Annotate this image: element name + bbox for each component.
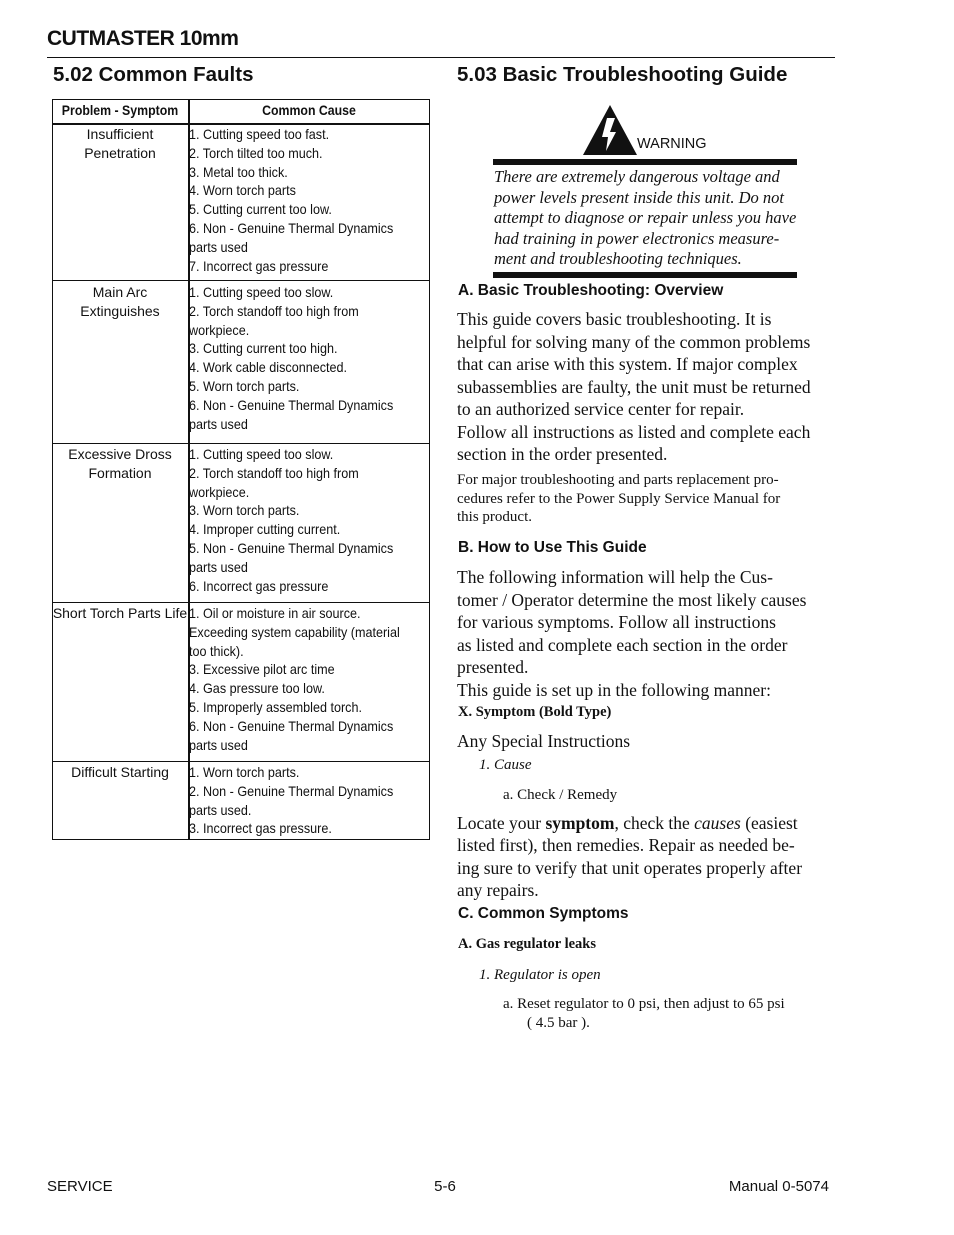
document-header-title: CUTMASTER 10mm: [47, 27, 239, 50]
warning-label: WARNING: [637, 136, 707, 152]
table-row-divider: [52, 443, 430, 444]
how-to-text-line: presented.: [457, 657, 529, 677]
table-cell-cause-line: 6. Non - Genuine Thermal Dynamics: [189, 396, 394, 413]
table-cell-symptom: Main Arc Extinguishes: [80, 284, 160, 319]
table-cell-cause-line: 1. Cutting speed too slow.: [189, 284, 334, 300]
footer-manual-number: Manual 0-5074: [728, 1178, 829, 1195]
table-cell-cause-line: 3. Worn torch parts.: [189, 502, 300, 519]
table-cell-cause-line: 6. Non - Genuine Thermal Dynamics: [189, 717, 394, 734]
table-header-symptom: Problem - Symptom: [61, 102, 179, 118]
remedy-line: ( 4.5 bar ).: [527, 1015, 590, 1031]
table-cell-cause-line: 3. Incorrect gas pressure.: [189, 820, 332, 837]
locate-causes-italic: causes: [694, 813, 741, 833]
overview-text-line: Follow all instructions as listed and complete each: [457, 421, 811, 442]
locate-text: (easiest: [740, 813, 798, 833]
table-cell-cause-line: Exceeding system capability (material: [189, 623, 400, 640]
warning-text-line: had training in power electronics measure-: [494, 229, 780, 248]
overview-text-line: that can arise with this system. If major complex: [457, 354, 798, 374]
overview-text-line: subassemblies are faulty, the unit must be returned: [457, 376, 811, 397]
table-cell-cause-line: 1. Cutting speed too fast.: [189, 126, 330, 142]
symptom-gas-regulator-leaks: A. Gas regulator leaks: [458, 936, 597, 952]
warning-top-bar: [493, 159, 797, 165]
example-check: a. Check / Remedy: [503, 787, 618, 803]
example-cause: 1. Cause: [479, 757, 532, 773]
subheading-overview: A. Basic Troubleshooting: Overview: [458, 282, 724, 299]
example-symptom: X. Symptom (Bold Type): [458, 704, 612, 720]
how-to-text-line: The following information will help the Cus-: [457, 567, 773, 587]
table-cell-cause-line: 5. Cutting current too low.: [189, 201, 332, 218]
overview-text-line: This guide covers basic troubleshooting. It is: [457, 309, 772, 329]
table-row-divider: [52, 280, 430, 281]
small-text-line: this product.: [457, 509, 532, 525]
section-title-troubleshooting: 5.03 Basic Troubleshooting Guide: [457, 63, 788, 86]
table-cell-cause-line: 2. Torch tilted too much.: [189, 144, 323, 161]
locate-line: [457, 812, 798, 834]
table-cell-cause-line: 1. Worn torch parts.: [189, 764, 300, 780]
warning-bottom-bar: [493, 272, 797, 278]
table-cell-cause-line: 6. Non - Genuine Thermal Dynamics: [189, 220, 394, 236]
small-text-line: cedures refer to the Power Supply Service Manual for: [457, 491, 781, 507]
table-header-cause: Common Cause: [262, 102, 356, 118]
table-cell-cause-line: 4. Work cable disconnected.: [189, 359, 348, 376]
warning-text-line: attempt to diagnose or repair unless you have: [494, 208, 797, 227]
locate-line: listed first), then remedies. Repair as needed be-: [457, 835, 795, 855]
table-cell-cause-line: parts used.: [189, 801, 252, 818]
how-to-text-line: for various symptoms. Follow all instructions: [457, 612, 776, 632]
table-cell-cause-line: 1. Oil or moisture in air source.: [189, 605, 361, 621]
locate-line: any repairs.: [457, 880, 539, 900]
table-cell-cause-line: 3. Metal too thick.: [189, 163, 288, 180]
locate-symptom-bold: symptom: [545, 813, 615, 833]
table-cell-cause-line: 4. Gas pressure too low.: [189, 680, 325, 697]
table-cell-cause-line: 7. Incorrect gas pressure: [189, 257, 329, 274]
table-cell-symptom: Insufficient Penetration: [84, 126, 156, 161]
locate-text: Locate your: [457, 813, 546, 833]
table-cell-cause-line: parts used: [189, 558, 248, 575]
table-cell-cause-line: 2. Non - Genuine Thermal Dynamics: [189, 782, 394, 799]
overview-text-line: section in the order presented.: [457, 444, 668, 464]
small-text-line: For major troubleshooting and parts replacement pro-: [457, 472, 779, 488]
footer-section: SERVICE: [47, 1178, 113, 1195]
overview-text-line: to an authorized service center for repair.: [457, 399, 745, 419]
how-to-text-line: tomer / Operator determine the most likely causes: [457, 589, 807, 610]
locate-text: , check the: [614, 813, 695, 833]
table-cell-symptom: Difficult Starting: [71, 764, 169, 780]
footer-page-number: 5-6: [434, 1178, 456, 1195]
cause-regulator-open: 1. Regulator is open: [479, 967, 601, 983]
table-cell-cause-line: 6. Incorrect gas pressure: [189, 577, 329, 594]
warning-text-line: There are extremely dangerous voltage and: [494, 167, 780, 186]
overview-text-line: helpful for solving many of the common problems: [457, 331, 811, 352]
table-row-divider: [52, 602, 430, 603]
table-cell-cause-line: parts used: [189, 238, 248, 255]
table-cell-cause-line: 3. Cutting current too high.: [189, 340, 338, 357]
remedy-line: a. Reset regulator to 0 psi, then adjust to 65 psi: [503, 996, 785, 1012]
table-cell-cause-line: workpiece.: [189, 321, 250, 338]
table-cell-cause-line: 3. Excessive pilot arc time: [189, 661, 335, 678]
table-row-divider: [52, 761, 430, 762]
table-cell-cause-line: parts used: [189, 415, 248, 432]
table-cell-cause-line: too thick).: [189, 642, 244, 659]
section-title-common-faults: 5.02 Common Faults: [53, 63, 254, 86]
table-cell-symptom: Excessive Dross Formation: [68, 446, 172, 481]
table-cell-cause-line: 1. Cutting speed too slow.: [189, 446, 334, 462]
locate-line: ing sure to verify that unit operates properly after: [457, 858, 803, 878]
header-rule: [47, 57, 835, 58]
example-instructions: Any Special Instructions: [457, 731, 631, 751]
how-to-text-line: This guide is set up in the following manner:: [457, 679, 771, 700]
electric-hazard-warning-icon: [582, 104, 638, 156]
warning-text-line: power levels present inside this unit. Do not: [494, 188, 784, 207]
table-cell-symptom: Short Torch Parts Life: [52, 605, 188, 621]
table-cell-cause-line: 5. Improperly assembled torch.: [189, 699, 362, 715]
table-cell-cause-line: 2. Torch standoff too high from: [189, 464, 359, 481]
table-cell-cause-line: 5. Worn torch parts.: [189, 378, 300, 394]
table-cell-cause-line: 2. Torch standoff too high from: [189, 302, 359, 319]
subheading-how-to-use: B. How to Use This Guide: [458, 539, 647, 556]
how-to-text-line: as listed and complete each section in the order: [457, 634, 788, 655]
subheading-common-symptoms: C. Common Symptoms: [458, 905, 629, 922]
table-cell-cause-line: workpiece.: [189, 483, 250, 500]
table-cell-cause-line: 4. Worn torch parts: [189, 182, 296, 199]
table-cell-cause-line: parts used: [189, 736, 248, 753]
table-cell-cause-line: 5. Non - Genuine Thermal Dynamics: [189, 540, 394, 556]
warning-text-line: ment and troubleshooting techniques.: [494, 249, 742, 268]
table-cell-cause-line: 4. Improper cutting current.: [189, 521, 341, 538]
